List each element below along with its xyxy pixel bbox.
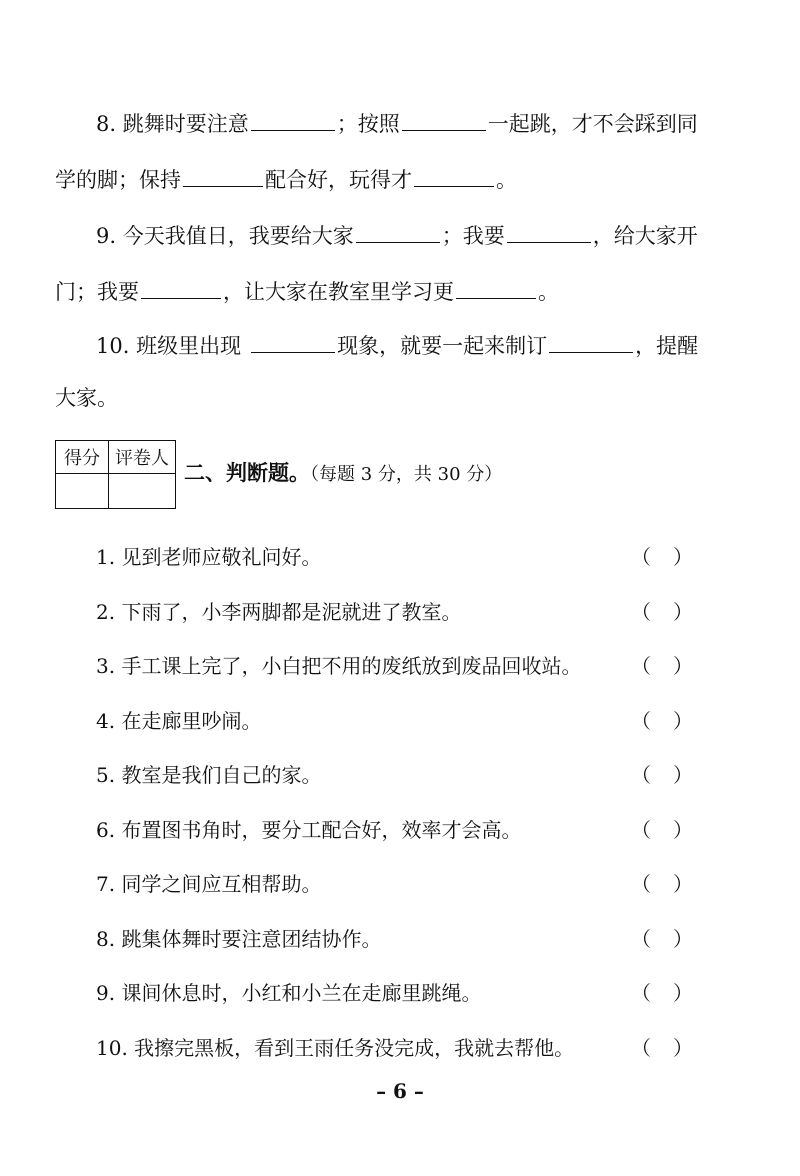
q8-blank-1[interactable] [251,130,335,131]
q9-blank-1[interactable] [356,242,440,243]
score-cell[interactable] [56,474,109,509]
q9-text-f: 。 [538,280,559,304]
q10-text-b: 现象，就要一起来制订 [337,334,548,358]
paren-close: ） [673,654,693,678]
q9-line1 [96,208,745,264]
judgment-item [96,912,745,966]
judgment-item-text: 9. 课间休息时，小红和小兰在走廊里跳绳。 [96,981,482,1005]
judgment-item-text: 6. 布置图书角时，要分工配合好，效率才会高。 [96,817,522,842]
q9-text-d: 门；我要 [55,280,139,304]
answer-parentheses[interactable] [631,694,693,748]
judgment-item-text: 8. 跳集体舞时要注意团结协作。 [96,926,382,951]
q8-text-a: 8. 跳舞时要注意 [96,112,249,136]
paren-close: ） [673,599,693,624]
q9-text-a: 9. 今天我值日，我要给大家 [96,224,354,248]
q10-text-d: 大家。 [55,386,118,410]
paren-open: （ [631,599,651,624]
paren-open: （ [631,1035,651,1060]
judgment-item [96,857,745,911]
judgment-item [96,803,745,857]
q10-line2 [55,370,745,426]
judgment-item [96,694,745,748]
answer-parentheses[interactable] [631,966,693,1020]
q8-line2 [55,152,745,208]
judgment-item-text: 5. 教室是我们自己的家。 [96,763,322,787]
q9-line2 [55,264,745,320]
q8-text-d: 学的脚；保持 [55,168,181,192]
q9-blank-4[interactable] [456,298,536,299]
paren-open: （ [631,872,651,896]
paren-close: ） [673,545,693,569]
answer-parentheses[interactable] [631,639,693,693]
grader-cell[interactable] [109,474,176,509]
answer-parentheses[interactable] [631,803,693,857]
paren-open: （ [631,708,651,733]
q8-line1 [96,96,745,152]
q8-blank-3[interactable] [183,186,263,187]
q8-blank-4[interactable] [414,186,494,187]
q10-text-a: 10. 班级里出现 [96,334,242,358]
q9-text-c: ，给大家开 [592,224,698,248]
q8-text-e: 配合好，玩得才 [265,168,412,192]
judgment-item-text: 2. 下雨了，小李两脚都是泥就进了教室。 [96,599,462,624]
q10-line1 [96,318,745,374]
q10-text-c: ，提醒 [635,334,699,358]
q9-blank-3[interactable] [141,298,221,299]
judgment-item [96,639,745,693]
score-table [55,440,176,509]
judgment-item [96,966,745,1020]
answer-parentheses[interactable] [631,857,693,911]
grader-header: 评卷人 [109,441,176,474]
paren-open: （ [631,817,651,842]
q8-text-f: 。 [496,168,517,192]
answer-parentheses[interactable] [631,530,693,584]
q9-blank-2[interactable] [507,242,591,243]
q9-text-b: ；我要 [441,224,505,248]
answer-parentheses[interactable] [631,585,693,639]
paren-open: （ [631,981,651,1005]
answer-parentheses[interactable] [631,748,693,802]
q10-blank-2[interactable] [549,352,633,353]
judgment-item [96,530,745,584]
paren-close: ） [673,708,693,733]
section2-note: （每题 3 分，共 30 分） [310,464,503,485]
judgment-item [96,1021,745,1075]
paren-close: ） [673,872,693,896]
q9-text-e: ，让大家在教室里学习更 [223,280,454,304]
judgment-item-text: 7. 同学之间应互相帮助。 [96,872,322,896]
paren-open: （ [631,654,651,678]
judgment-item-text: 10. 我擦完黑板，看到王雨任务没完成，我就去帮他。 [96,1035,575,1060]
q8-blank-2[interactable] [402,130,486,131]
q10-blank-1[interactable] [251,352,335,353]
judgment-item-text: 4. 在走廊里吵闹。 [96,708,262,733]
judgment-item [96,585,745,639]
paren-close: ） [673,981,693,1005]
answer-parentheses[interactable] [631,912,693,966]
judgment-item [96,748,745,802]
answer-parentheses[interactable] [631,1021,693,1075]
score-header: 得分 [56,441,109,474]
paren-open: （ [631,926,651,951]
judgment-item-text: 3. 手工课上完了，小白把不用的废纸放到废品回收站。 [96,654,582,678]
page-number: – 6 – [376,1079,424,1103]
paren-close: ） [673,926,693,951]
q8-text-b: ；按照 [336,112,400,136]
paren-close: ） [673,817,693,842]
judgment-item-text: 1. 见到老师应敬礼问好。 [96,545,322,569]
paren-close: ） [673,763,693,787]
paren-open: （ [631,545,651,569]
q8-text-c: 一起跳，才不会踩到同 [487,112,698,136]
paren-open: （ [631,763,651,787]
section2-title [184,458,502,490]
section2-heading: 二、判断题。 [184,461,310,485]
paren-close: ） [673,1035,693,1060]
